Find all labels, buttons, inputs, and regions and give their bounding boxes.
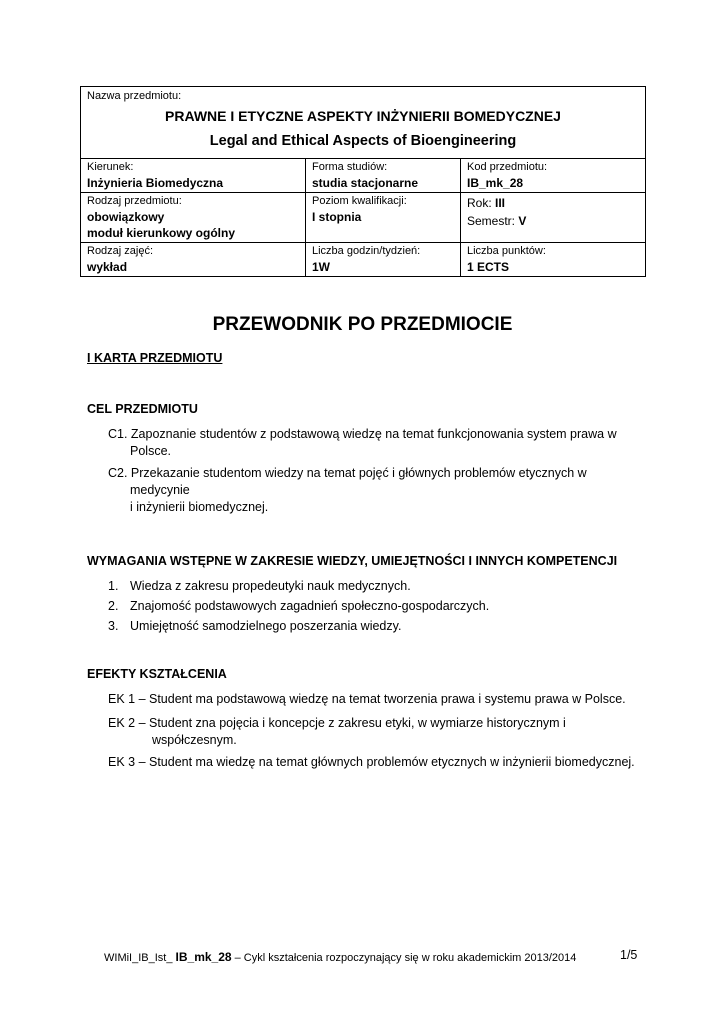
rodzaj-value-2: moduł kierunkowy ogólny — [87, 226, 236, 240]
semestr-label: Semestr: — [467, 214, 519, 228]
forma-label: Forma studiów: — [312, 161, 388, 173]
semestr-line — [467, 212, 639, 230]
kierunek-label: Kierunek: — [87, 161, 134, 173]
cell-kierunek — [81, 159, 306, 193]
punkty-value: 1 ECTS — [467, 260, 510, 274]
semestr-value: V — [518, 214, 527, 228]
item-number: 3. — [108, 619, 119, 633]
cel-c1-line2: Polsce. — [130, 444, 171, 458]
efekty-ek2-line2: współczesnym. — [152, 733, 237, 747]
godziny-label: Liczba godzin/tydzień: — [312, 245, 421, 257]
title-cell — [81, 87, 646, 159]
rodzaj-value-1: obowiązkowy — [87, 210, 165, 224]
zajecia-label: Rodzaj zajęć: — [87, 245, 154, 257]
karta-heading: I KARTA PRZEDMIOTU — [87, 351, 223, 365]
rodzaj-label: Rodzaj przedmiotu: — [87, 195, 182, 207]
footer-prefix: WIMiI_IB_Ist_ — [104, 952, 176, 964]
cell-rodzaj — [81, 193, 306, 243]
forma-value: studia stacjonarne — [312, 176, 419, 190]
row-zajecia — [81, 243, 646, 277]
punkty-label: Liczba punktów: — [467, 245, 546, 257]
page-footer — [104, 950, 576, 964]
main-heading: PRZEWODNIK PO PRZEDMIOCIE — [212, 314, 513, 335]
efekty-heading: EFEKTY KSZTAŁCENIA — [87, 667, 227, 681]
efekty-ek2-line1: EK 2 – Student zna pojęcia i koncepcje z zakresu etyki, w wymiarze historycznym i — [108, 716, 566, 730]
cel-c1-line1: C1. Zapoznanie studentów z podstawową wiedzę na temat funkcjonowania system prawa w — [108, 427, 617, 441]
subject-info-table — [80, 86, 646, 277]
cel-c2-line1: C2. Przekazanie studentom wiedzy na temat pojęć i głównych problemów etycznych w — [108, 466, 587, 480]
godziny-value: 1W — [312, 260, 330, 274]
subject-name-label: Nazwa przedmiotu: — [87, 90, 182, 102]
wymagania-list — [108, 578, 489, 638]
wymagania-item-3 — [108, 618, 489, 638]
row-kierunek — [81, 159, 646, 193]
cell-zajecia — [81, 243, 306, 277]
rok-value: III — [495, 196, 506, 210]
title-en: Legal and Ethical Aspects of Bioengineering — [209, 133, 517, 149]
footer-suffix: – Cykl kształcenia rozpoczynający się w roku akademickim 2013/2014 — [231, 952, 577, 964]
cel-c2-line2: medycynie — [130, 483, 190, 497]
poziom-label: Poziom kwalifikacji: — [312, 195, 407, 207]
rok-line — [467, 194, 639, 212]
kod-label: Kod przedmiotu: — [467, 161, 548, 173]
page-number: 1/5 — [620, 948, 638, 962]
cell-punkty — [461, 243, 646, 277]
row-rodzaj — [81, 193, 646, 243]
footer-code: IB_mk_28 — [175, 950, 232, 964]
item-number: 2. — [108, 599, 119, 613]
rok-label: Rok: — [467, 196, 496, 210]
kierunek-value: Inżynieria Biomedyczna — [87, 176, 224, 190]
cel-c2-line3: i inżynierii biomedycznej. — [130, 500, 269, 514]
item-text: Znajomość podstawowych zagadnień społeczno-gospodarczych. — [130, 599, 490, 613]
efekty-ek3: EK 3 – Student ma wiedzę na temat głównych problemów etycznych w inżynierii biomedycznej. — [108, 755, 635, 769]
item-text: Wiedza z zakresu propedeutyki nauk medycznych. — [130, 579, 411, 593]
zajecia-value: wykład — [87, 260, 128, 274]
wymagania-item-1 — [108, 578, 489, 598]
cell-kod — [461, 159, 646, 193]
cell-forma — [306, 159, 461, 193]
item-text: Umiejętność samodzielnego poszerzania wiedzy. — [130, 619, 402, 633]
cell-rok-semestr — [461, 193, 646, 243]
efekty-ek1: EK 1 – Student ma podstawową wiedzę na temat tworzenia prawa i systemu prawa w Polsce. — [108, 692, 626, 706]
wymagania-item-2 — [108, 598, 489, 618]
wymagania-heading: WYMAGANIA WSTĘPNE W ZAKRESIE WIEDZY, UMIEJĘTNOŚCI I INNYCH KOMPETENCJI — [87, 554, 618, 568]
cell-poziom — [306, 193, 461, 243]
cel-heading: CEL PRZEDMIOTU — [87, 402, 198, 416]
cell-godziny — [306, 243, 461, 277]
poziom-value: I stopnia — [312, 210, 362, 224]
item-number: 1. — [108, 579, 119, 593]
title-row — [81, 87, 646, 159]
kod-value: IB_mk_28 — [467, 176, 524, 190]
title-pl: PRAWNE I ETYCZNE ASPEKTY INŻYNIERII BOMEDYCZNEJ — [165, 108, 561, 124]
